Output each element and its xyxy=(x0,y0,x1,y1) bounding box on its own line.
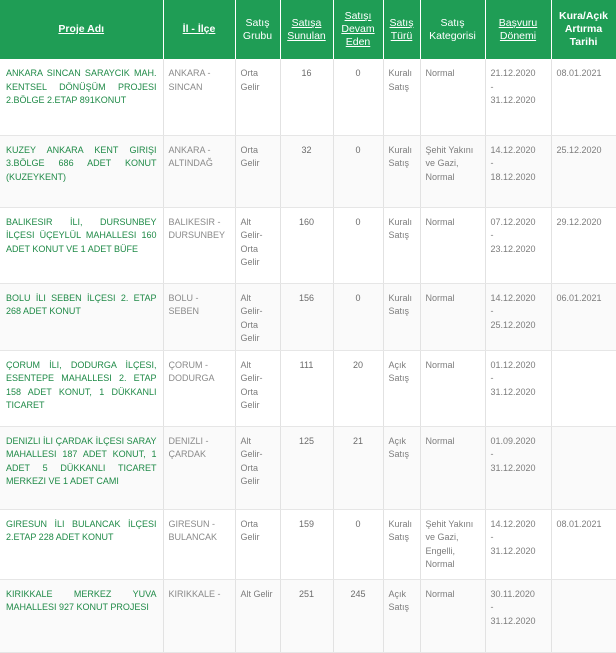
sales-group-cell: Orta Gelir xyxy=(235,135,280,207)
project-name-link[interactable]: ANKARA SINCAN SARAYCIK MAH. KENTSEL DÖNÜŞÜM PROJESI 2.BÖLGE 2.ETAP 891KONUT xyxy=(0,59,163,135)
offered-count-cell: 156 xyxy=(280,283,333,350)
table-row xyxy=(0,283,616,350)
lottery-date-cell xyxy=(551,579,616,652)
location-cell: ÇORUM - DODURGA xyxy=(163,350,235,426)
table-header-row xyxy=(0,0,616,59)
application-period-cell: 14.12.2020 - 25.12.2020 xyxy=(485,283,551,350)
sales-category-cell: Normal xyxy=(420,283,485,350)
lottery-date-cell: 06.01.2021 xyxy=(551,283,616,350)
location-cell: KIRIKKALE - xyxy=(163,579,235,652)
ongoing-count-cell: 20 xyxy=(333,350,383,426)
sales-category-cell: Normal xyxy=(420,59,485,135)
project-name-link[interactable]: BOLU İLI SEBEN İLÇESI 2. ETAP 268 ADET KONUT xyxy=(0,283,163,350)
application-period-cell: 14.12.2020 - 31.12.2020 xyxy=(485,509,551,579)
sales-group-cell: Alt Gelir-Orta Gelir xyxy=(235,426,280,509)
sales-group-cell: Orta Gelir xyxy=(235,509,280,579)
application-period-cell: 14.12.2020 - 18.12.2020 xyxy=(485,135,551,207)
sales-category-cell: Normal xyxy=(420,426,485,509)
location-cell: DENIZLI - ÇARDAK xyxy=(163,426,235,509)
header-basvuru[interactable]: Başvuru Dönemi xyxy=(485,0,551,59)
table-row xyxy=(0,207,616,283)
sales-category-cell: Normal xyxy=(420,207,485,283)
sales-group-cell: Orta Gelir xyxy=(235,59,280,135)
header-kura: Kura/Açık Artırma Tarihi xyxy=(551,0,616,59)
project-name-link[interactable]: ÇORUM İLI, DODURGA İLÇESI, ESENTEPE MAHALLESI 2. ETAP 158 ADET KONUT, 1 DÜKKANLI TICARET xyxy=(0,350,163,426)
application-period-cell: 01.12.2020 - 31.12.2020 xyxy=(485,350,551,426)
sales-type-cell: Açık Satış xyxy=(383,426,420,509)
application-period-cell: 01.09.2020 - 31.12.2020 xyxy=(485,426,551,509)
sales-group-cell: Alt Gelir xyxy=(235,579,280,652)
lottery-date-cell: 29.12.2020 xyxy=(551,207,616,283)
sales-category-cell: Normal xyxy=(420,350,485,426)
lottery-date-cell: 25.12.2020 xyxy=(551,135,616,207)
table-row xyxy=(0,135,616,207)
sales-group-cell: Alt Gelir-Orta Gelir xyxy=(235,283,280,350)
table-row xyxy=(0,509,616,579)
project-name-link[interactable]: GIRESUN İLI BULANCAK İLÇESI 2.ETAP 228 ADET KONUT xyxy=(0,509,163,579)
offered-count-cell: 16 xyxy=(280,59,333,135)
table-row xyxy=(0,59,616,135)
sales-type-cell: Kuralı Satış xyxy=(383,509,420,579)
project-name-link[interactable]: DENIZLI İLI ÇARDAK İLÇESI SARAY MAHALLESI 187 ADET KONUT, 1 ADET 5 DÜKKANLI TICARET MERKEZI VE 1 ADET CAMI xyxy=(0,426,163,509)
sales-type-cell: Kuralı Satış xyxy=(383,59,420,135)
offered-count-cell: 125 xyxy=(280,426,333,509)
application-period-cell: 21.12.2020 - 31.12.2020 xyxy=(485,59,551,135)
ongoing-count-cell: 0 xyxy=(333,283,383,350)
sales-category-cell: Şehit Yakını ve Gazi, Normal xyxy=(420,135,485,207)
table-body xyxy=(0,59,616,652)
sales-group-cell: Alt Gelir-Orta Gelir xyxy=(235,207,280,283)
project-name-link[interactable]: BALIKESIR İLI, DURSUNBEY İLÇESI ÜÇEYLÜL MAHALLESI 160 ADET KONUT VE 1 ADET BÜFE xyxy=(0,207,163,283)
sales-type-cell: Açık Satış xyxy=(383,350,420,426)
lottery-date-cell: 08.01.2021 xyxy=(551,59,616,135)
sales-type-cell: Kuralı Satış xyxy=(383,207,420,283)
application-period-cell: 30.11.2020 - 31.12.2020 xyxy=(485,579,551,652)
sales-type-cell: Açık Satış xyxy=(383,579,420,652)
lottery-date-cell xyxy=(551,350,616,426)
project-name-link[interactable]: KUZEY ANKARA KENT GIRIŞI 3.BÖLGE 686 ADET KONUT (KUZEYKENT) xyxy=(0,135,163,207)
lottery-date-cell: 08.01.2021 xyxy=(551,509,616,579)
sales-category-cell: Şehit Yakını ve Gazi, Engelli, Normal xyxy=(420,509,485,579)
header-satis-grubu: Satış Grubu xyxy=(235,0,280,59)
table-row xyxy=(0,426,616,509)
table-row xyxy=(0,579,616,652)
header-proje[interactable]: Proje Adı xyxy=(0,0,163,59)
header-satisa-sunulan[interactable]: Satışa Sunulan xyxy=(280,0,333,59)
table-row xyxy=(0,350,616,426)
sales-type-cell: Kuralı Satış xyxy=(383,283,420,350)
ongoing-count-cell: 0 xyxy=(333,509,383,579)
lottery-date-cell xyxy=(551,426,616,509)
offered-count-cell: 251 xyxy=(280,579,333,652)
header-il-ilce[interactable]: İl - İlçe xyxy=(163,0,235,59)
header-satis-turu[interactable]: Satış Türü xyxy=(383,0,420,59)
application-period-cell: 07.12.2020 - 23.12.2020 xyxy=(485,207,551,283)
offered-count-cell: 159 xyxy=(280,509,333,579)
project-name-link[interactable]: KIRIKKALE MERKEZ YUVA MAHALLESI 927 KONUT PROJESI xyxy=(0,579,163,652)
ongoing-count-cell: 0 xyxy=(333,207,383,283)
ongoing-count-cell: 245 xyxy=(333,579,383,652)
sales-type-cell: Kuralı Satış xyxy=(383,135,420,207)
offered-count-cell: 160 xyxy=(280,207,333,283)
location-cell: BOLU - SEBEN xyxy=(163,283,235,350)
ongoing-count-cell: 21 xyxy=(333,426,383,509)
location-cell: GIRESUN - BULANCAK xyxy=(163,509,235,579)
ongoing-count-cell: 0 xyxy=(333,59,383,135)
location-cell: ANKARA - SINCAN xyxy=(163,59,235,135)
location-cell: ANKARA - ALTINDAĞ xyxy=(163,135,235,207)
header-satis-kategorisi: Satış Kategorisi xyxy=(420,0,485,59)
sales-group-cell: Alt Gelir-Orta Gelir xyxy=(235,350,280,426)
sales-category-cell: Normal xyxy=(420,579,485,652)
location-cell: BALIKESIR - DURSUNBEY xyxy=(163,207,235,283)
offered-count-cell: 32 xyxy=(280,135,333,207)
ongoing-count-cell: 0 xyxy=(333,135,383,207)
offered-count-cell: 111 xyxy=(280,350,333,426)
header-satisi-devam[interactable]: Satışı Devam Eden xyxy=(333,0,383,59)
